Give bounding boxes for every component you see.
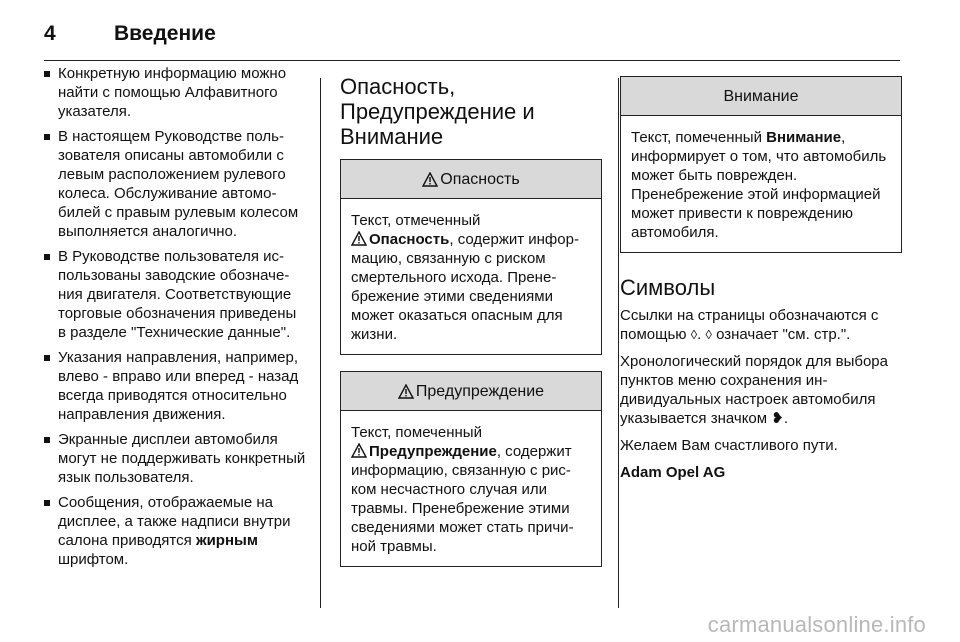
- bullet-list: [44, 64, 306, 569]
- column-3: [620, 64, 902, 490]
- bold-term: Опасность: [369, 231, 450, 248]
- symbols-title: Символы: [620, 275, 716, 300]
- bold-term: Внимание: [766, 129, 842, 146]
- warning-box-body: [341, 411, 601, 566]
- list-item: Конкретную информацию можно найти с помощью Алфавитного указателя.: [44, 64, 306, 121]
- symbols-paragraph-1: [620, 306, 902, 344]
- caution-box: [620, 76, 902, 253]
- wish-paragraph: Желаем Вам счастливого пути.: [620, 437, 838, 454]
- box-title: Опасность: [440, 170, 520, 188]
- box-text: , содержит информацию, связанную с риском несчастного случая или травмы. Пренебрежение этими сведениями может стать причиной травмы.: [351, 443, 574, 555]
- box-title: Предупреждение: [415, 382, 545, 400]
- list-item: В Руководстве пользователя использованы заводские обозначения двигателя. Соответствующие торговые обозначения приведены в разделе "Технические данные".: [44, 247, 306, 342]
- bold-term: Предупреждение: [369, 443, 497, 460]
- page-title: Введение: [114, 22, 216, 45]
- symbols-paragraph-2: [620, 352, 902, 428]
- danger-box-header: [341, 160, 601, 199]
- list-item: [44, 493, 306, 569]
- signature: Adam Opel AG: [620, 464, 726, 481]
- warning-box: [340, 371, 602, 567]
- bold-term: жирным: [195, 532, 258, 549]
- danger-box: [340, 159, 602, 355]
- danger-box-body: [341, 199, 601, 354]
- caution-box-header: [621, 77, 901, 116]
- paragraph-text: Хронологический порядок для выбора пунктов меню сохранения индивидуальных настроек автомобиля указывается значком: [620, 353, 888, 427]
- paragraph-text: означает "см. стр.".: [711, 326, 851, 343]
- list-item: В настоящем Руководстве пользователя описаны автомобили с левым расположением рулевого колеса. Обслуживание автомобилей с правым рулевым колесом выполняется аналогично.: [44, 127, 306, 241]
- box-title: Внимание: [723, 87, 799, 105]
- page-header: [44, 14, 216, 54]
- box-text: , информирует о том, что автомобиль может быть поврежден. Пренебрежение этой информацией может привести к повреждению автомобиля.: [631, 129, 887, 241]
- warning-triangle-icon: [351, 231, 367, 246]
- warning-box-header: [341, 372, 601, 411]
- column-1: [44, 64, 306, 575]
- box-text: , содержит информацию, связанную с риском смертельного исхода. Пренебрежение этими сведениями может оказаться опасным для жизни.: [351, 231, 579, 343]
- paragraph-text: .: [783, 410, 788, 427]
- paragraph-text: .: [697, 326, 706, 343]
- section-title: Опасность, Предупреждение и Внимание: [340, 74, 535, 149]
- warning-triangle-icon: [422, 172, 438, 187]
- box-text: Текст, помеченный: [351, 424, 482, 441]
- paragraph-text: Ссылки на страницы обозначаются с помощью: [620, 307, 879, 343]
- list-item: Экранные дисплеи автомобиля могут не поддерживать конкретный язык пользователя.: [44, 430, 306, 487]
- page-number: 4: [44, 22, 56, 45]
- page-reference-icon: ◊: [705, 327, 712, 342]
- list-item-text: шрифтом.: [58, 551, 129, 568]
- box-text: Текст, отмеченный: [351, 212, 481, 229]
- list-item: Указания направления, например, влево - вправо или вперед - назад всегда приводятся относительно направления движения.: [44, 348, 306, 424]
- box-text: Текст, помеченный: [631, 129, 767, 146]
- warning-triangle-icon: [398, 384, 414, 399]
- column-divider-1: [320, 78, 321, 608]
- menu-sequence-icon: ❥: [771, 410, 784, 427]
- column-2: [340, 64, 602, 583]
- caution-box-body: [621, 116, 901, 252]
- warning-triangle-icon: [351, 443, 367, 458]
- watermark: carmanualsonline.info: [707, 612, 926, 637]
- column-divider-2: [618, 78, 619, 608]
- header-rule: [44, 60, 900, 61]
- page-reference-icon: ◊: [690, 327, 698, 342]
- list-item-text: Сообщения, отображаемые на дисплее, а также надписи внутри салона приводятся: [58, 494, 291, 549]
